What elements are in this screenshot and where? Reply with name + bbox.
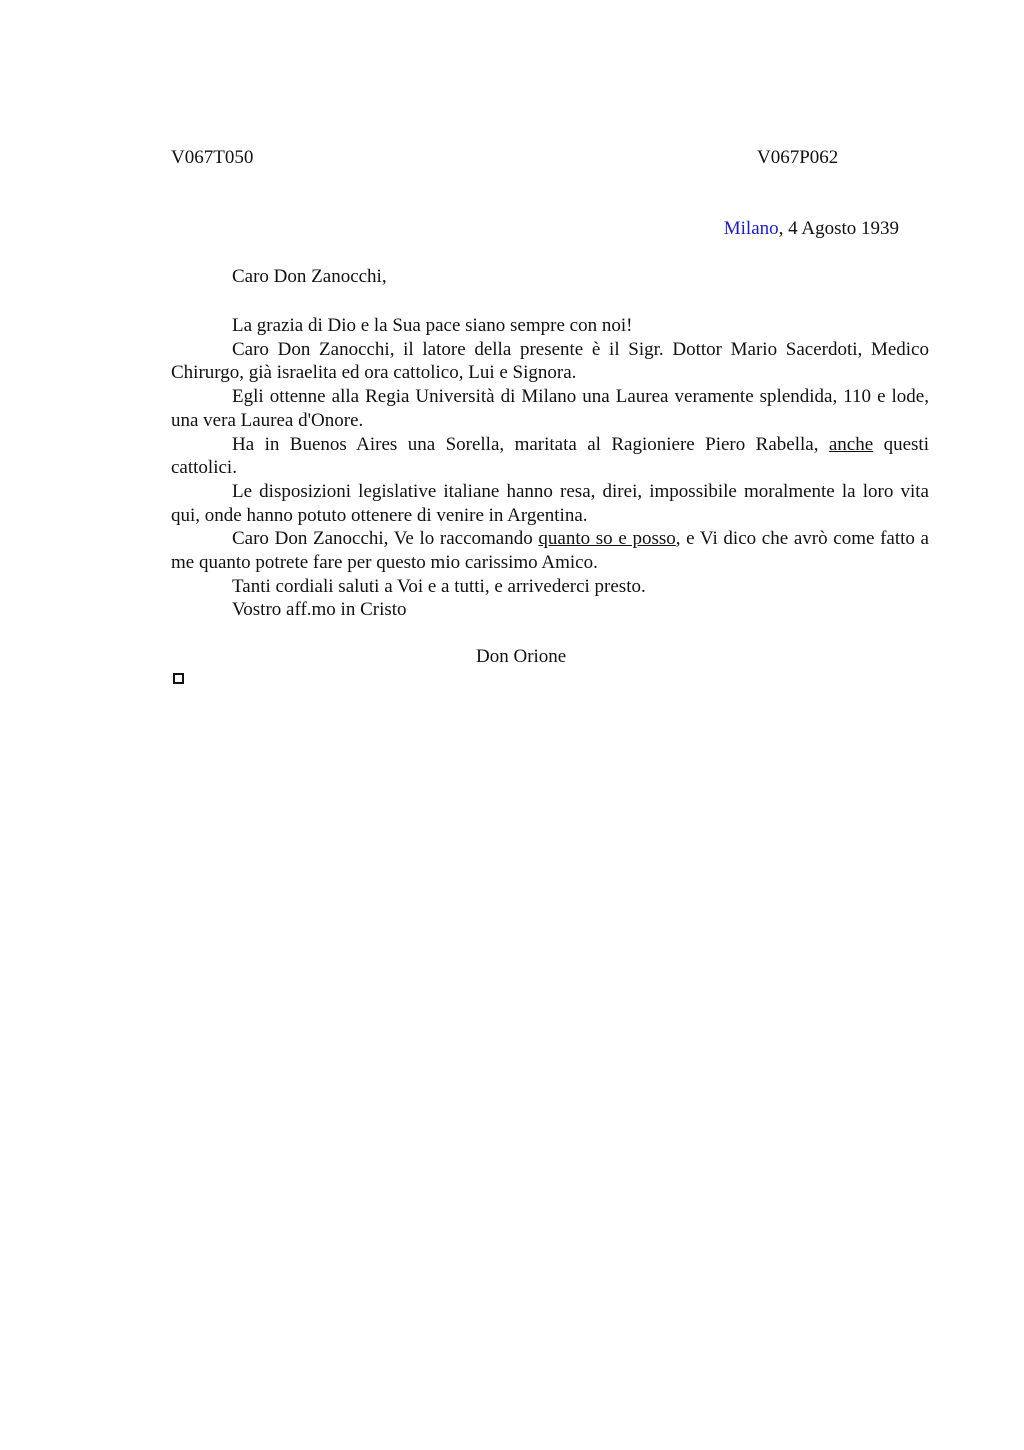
paragraph-sister [171,433,929,480]
paragraph-sister-text-start: Ha in Buenos Aires una Sorella, maritata al Ragioniere Piero Rabella, [232,433,829,455]
paragraph-recommendation-text-start: Caro Don Zanocchi, Ve lo raccomando [232,528,539,550]
paragraph-introduction: Caro Don Zanocchi, il latore della presente è il Sigr. Dottor Mario Sacerdoti, Medico Chirurgo, già israelita ed ora cattolico, Lui e Signora. [171,338,929,384]
paragraph-recommendation-text-end: , e Vi dico che avrò come fatto a me quanto potrete fare per questo mio carissimo Amico. [171,528,929,574]
paragraph-closing: Vostro aff.mo in Cristo [232,599,407,621]
document-code-left: V067T050 [171,147,254,168]
document-code-right: V067P062 [757,147,839,168]
signature: Don Orione [476,646,567,667]
paragraph-recommendation [171,527,929,574]
place-name: Milano [723,218,779,239]
salutation: Caro Don Zanocchi, [232,266,387,287]
letter-body [171,314,929,622]
hollow-square-icon [173,673,184,684]
paragraph-sister-text-end: questi cattolici. [171,433,929,479]
underlined-word-anche: anche [828,433,874,455]
paragraph-farewell: Tanti cordiali saluti a Voi e a tutti, e arrivederci presto. [232,575,646,597]
paragraph-degree: Egli ottenne alla Regia Università di Milano una Laurea veramente splendida, 110 e lode, una vera Laurea d'Onore. [171,386,929,431]
underlined-phrase-quanto-so-e-posso: quanto so e posso [538,528,676,550]
dateline [724,218,899,240]
paragraph-greeting: La grazia di Dio e la Sua pace siano sempre con noi! [232,315,633,336]
paragraph-laws: Le disposizioni legislative italiane hanno resa, direi, impossibile moralmente la loro vita qui, onde hanno potuto ottenere di venire in Argentina. [171,480,929,526]
letter-date: , 4 Agosto 1939 [778,218,899,239]
